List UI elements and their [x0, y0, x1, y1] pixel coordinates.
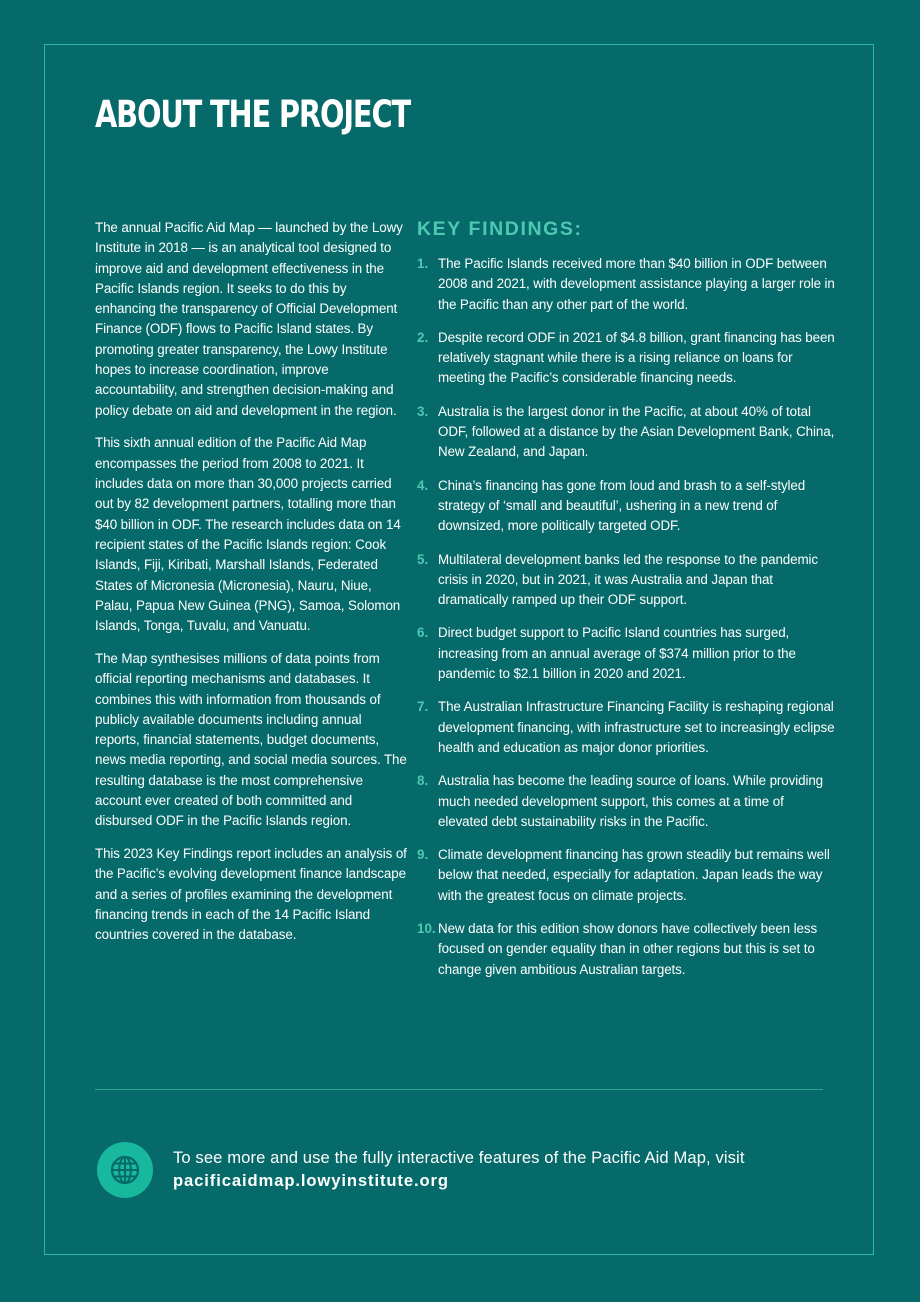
finding-number: 9. — [417, 847, 429, 863]
key-findings-list — [417, 254, 837, 980]
finding-text: China’s financing has gone from loud and brash to a self-styled strategy of ‘small and beautiful’, ushering in a new trend of downsized, more politically targeted ODF. — [438, 477, 806, 534]
finding-item — [417, 919, 837, 980]
finding-number: 8. — [417, 773, 429, 789]
finding-number: 7. — [417, 699, 429, 715]
finding-item — [417, 623, 837, 684]
finding-item — [417, 697, 837, 758]
about-section — [95, 218, 407, 958]
finding-item — [417, 771, 837, 832]
finding-item — [417, 476, 837, 537]
finding-number: 1. — [417, 256, 429, 271]
about-paragraph: The annual Pacific Aid Map — launched by the Lowy Institute in 2018 — is an analytical tool designed to improve aid and development effectiveness in the Pacific Islands region. It seeks to do this by enhancing the transparency of Official Development Finance (ODF) flows to Pacific Island states. By promoting greater transparency, the Lowy Institute hopes to increase coordination, improve accountability, and strengthen decision-making and policy debate on aid and development in the region. — [95, 220, 403, 418]
finding-item — [417, 254, 837, 315]
finding-text: Multilateral development banks led the response to the pandemic crisis in 2020, but in 2021, it was Australia and Japan that dramatically ramped up their ODF support. — [438, 551, 819, 608]
finding-number: 10. — [417, 921, 436, 937]
footer-message: To see more and use the fully interactive features of the Pacific Aid Map, visit — [173, 1148, 745, 1167]
footer-callout — [173, 1146, 853, 1192]
globe-icon — [109, 1154, 141, 1186]
finding-text: Climate development financing has grown steadily but remains well below that needed, especially for adaptation. Japan leads the way with the greatest focus on climate projects. — [438, 847, 830, 903]
finding-number: 2. — [417, 329, 429, 345]
key-findings-heading: KEY FINDINGS: — [417, 218, 583, 240]
globe-badge[interactable] — [97, 1142, 153, 1198]
about-paragraph: This 2023 Key Findings report includes an analysis of the Pacific’s evolving development finance landscape and a series of profiles examining the development financing trends in each of the 14 Pacific Island countries covered in the database. — [95, 846, 407, 943]
finding-text: Australia is the largest donor in the Pacific, at about 40% of total ODF, followed at a distance by the Asian Development Bank, China, New Zealand, and Japan. — [438, 403, 835, 460]
finding-text: Direct budget support to Pacific Island countries has surged, increasing from an annual average of $374 million prior to the pandemic to $2.1 billion in 2020 and 2021. — [438, 625, 796, 682]
finding-number: 6. — [417, 625, 429, 641]
finding-item — [417, 550, 837, 611]
finding-text: New data for this edition show donors have collectively been less focused on gender equality than in other regions but this is set to change given ambitious Australian targets. — [438, 921, 818, 977]
page-title: ABOUT THE PROJECT — [95, 93, 410, 136]
finding-number: 3. — [417, 403, 429, 419]
finding-item — [417, 845, 837, 906]
footer-divider — [95, 1089, 823, 1090]
finding-text: The Australian Infrastructure Financing Facility is reshaping regional development financing, with infrastructure set to increasingly eclipse health and education as major donor priorities. — [438, 699, 835, 755]
finding-text: The Pacific Islands received more than $40 billion in ODF between 2008 and 2021, with development assistance playing a larger role in the Pacific than any other part of the world. — [438, 256, 835, 312]
key-findings-section — [417, 216, 837, 993]
finding-text: Despite record ODF in 2021 of $4.8 billion, grant financing has been relatively stagnant while there is a rising reliance on loans for meeting the Pacific’s considerable financing needs. — [438, 329, 835, 386]
finding-item — [417, 402, 837, 463]
finding-number: 4. — [417, 477, 429, 493]
finding-item — [417, 328, 837, 389]
footer-link[interactable]: pacificaidmap.lowyinstitute.org — [173, 1171, 449, 1190]
finding-number: 5. — [417, 551, 429, 567]
finding-text: Australia has become the leading source of loans. While providing much needed development support, this comes at a time of elevated debt sustainability risks in the Pacific. — [438, 773, 824, 829]
about-paragraph: The Map synthesises millions of data points from official reporting mechanisms and databases. It combines this with information from thousands of publicly available documents including annual reports, financial statements, budget documents, news media reporting, and social media sources. The resulting database is the most comprehensive account ever created of both committed and disbursed ODF in the Pacific Islands region. — [95, 650, 407, 829]
about-paragraph: This sixth annual edition of the Pacific Aid Map encompasses the period from 2008 to 2021. It includes data on more than 30,000 projects carried out by 82 development partners, totalling more than $40 billion in ODF. The research includes data on 14 recipient states of the Pacific Islands region: Cook Islands, Fiji, Kiribati, Marshall Islands, Federated States of Micronesia (Micronesia), Nauru, Niue, Palau, Papua New Guinea (PNG), Samoa, Solomon Islands, Tonga, Tuvalu, and Vanuatu. — [95, 435, 401, 634]
